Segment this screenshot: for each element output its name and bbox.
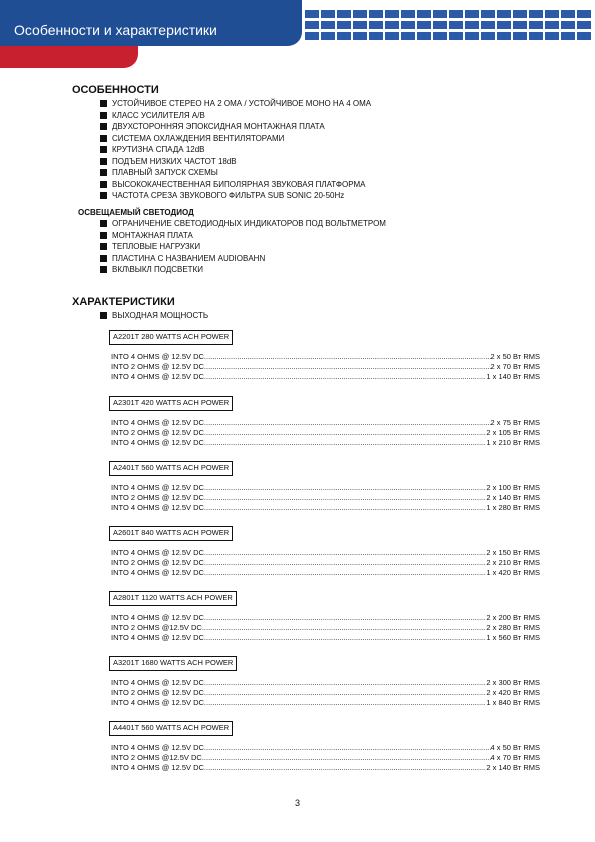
grid-square — [353, 10, 367, 18]
grid-square — [545, 10, 559, 18]
dot-leader — [204, 678, 486, 688]
header-decorative-grid — [305, 10, 595, 48]
grid-square — [385, 10, 399, 18]
spec-rows — [100, 548, 540, 578]
grid-square — [433, 21, 447, 29]
bullet-square-icon — [100, 169, 107, 176]
spec-row — [111, 753, 540, 763]
spec-row-label: INTO 2 OHMS @12.5V DC — [111, 623, 202, 632]
spec-row — [111, 743, 540, 753]
model-title-box: A4401T 560 WATTS ACH POWER — [109, 721, 233, 736]
spec-row-value: 1 x 280 Вт RMS — [486, 503, 540, 512]
grid-square — [561, 10, 575, 18]
list-item — [100, 230, 386, 242]
spec-row-label: INTO 4 OHMS @ 12.5V DC — [111, 352, 204, 361]
grid-square — [385, 32, 399, 40]
spec-rows — [100, 743, 540, 773]
grid-square — [481, 10, 495, 18]
grid-square — [529, 10, 543, 18]
grid-square — [433, 32, 447, 40]
grid-square — [449, 10, 463, 18]
model-block — [100, 652, 540, 708]
model-title-box: A2301T 420 WATTS ACH POWER — [109, 396, 233, 411]
spec-row-label: INTO 4 OHMS @ 12.5V DC — [111, 483, 204, 492]
spec-row-value: 1 x 140 Вт RMS — [486, 372, 540, 381]
spec-row-value: 2 x 50 Вт RMS — [490, 352, 540, 361]
spec-row-value: 2 x 150 Вт RMS — [486, 548, 540, 557]
spec-row — [111, 688, 540, 698]
grid-square — [465, 32, 479, 40]
dot-leader — [204, 633, 486, 643]
spec-row — [111, 613, 540, 623]
dot-leader — [204, 352, 491, 362]
spec-row-value: 2 x 300 Вт RMS — [486, 678, 540, 687]
dot-leader — [204, 483, 486, 493]
spec-row — [111, 568, 540, 578]
grid-square — [369, 21, 383, 29]
dot-leader — [204, 503, 486, 513]
spec-row-value: 4 x 70 Вт RMS — [490, 753, 540, 762]
spec-row-label: INTO 4 OHMS @ 12.5V DC — [111, 743, 204, 752]
grid-square — [561, 21, 575, 29]
spec-row-value: 1 x 210 Вт RMS — [486, 438, 540, 447]
list-item — [100, 156, 371, 168]
spec-row — [111, 503, 540, 513]
bullet-square-icon — [100, 181, 107, 188]
spec-row-label: INTO 4 OHMS @ 12.5V DC — [111, 678, 204, 687]
grid-square — [481, 21, 495, 29]
grid-square — [305, 21, 319, 29]
list-item-text: МОНТАЖНАЯ ПЛАТА — [112, 230, 193, 240]
grid-square — [497, 21, 511, 29]
spec-row-label: INTO 4 OHMS @ 12.5V DC — [111, 372, 204, 381]
grid-square — [417, 10, 431, 18]
spec-row — [111, 418, 540, 428]
list-item — [100, 241, 386, 253]
bullet-square-icon — [100, 146, 107, 153]
grid-square — [481, 32, 495, 40]
spec-row — [111, 633, 540, 643]
spec-row-label: INTO 4 OHMS @ 12.5V DC — [111, 633, 204, 642]
spec-row-label: INTO 2 OHMS @ 12.5V DC — [111, 428, 204, 437]
grid-square — [305, 10, 319, 18]
list-item — [100, 218, 386, 230]
model-block — [100, 522, 540, 578]
grid-square — [321, 10, 335, 18]
list-item — [100, 110, 371, 122]
spec-row-value: 4 x 50 Вт RMS — [490, 743, 540, 752]
spec-row — [111, 548, 540, 558]
grid-square — [337, 32, 351, 40]
spec-row-value: 1 x 560 Вт RMS — [486, 633, 540, 642]
spec-row — [111, 678, 540, 688]
spec-rows — [100, 483, 540, 513]
spec-row — [111, 372, 540, 382]
spec-row — [111, 438, 540, 448]
spec-row-value: 1 x 420 Вт RMS — [486, 568, 540, 577]
list-item-text: ОГРАНИЧЕНИЕ СВЕТОДИОДНЫХ ИНДИКАТОРОВ ПОД ВОЛЬТМЕТРОМ — [112, 219, 386, 228]
header-accent-stripe — [0, 46, 138, 68]
grid-square — [513, 21, 527, 29]
spec-row-value: 2 x 100 Вт RMS — [486, 483, 540, 492]
list-item — [100, 98, 371, 110]
spec-row — [111, 483, 540, 493]
grid-square — [369, 10, 383, 18]
spec-row — [111, 493, 540, 503]
grid-square — [337, 10, 351, 18]
dot-leader — [204, 558, 486, 568]
list-item-text: ВЫСОКОКАЧЕСТВЕННАЯ БИПОЛЯРНАЯ ЗВУКОВАЯ ПЛАТФОРМА — [112, 179, 366, 189]
bullet-square-icon — [100, 100, 107, 107]
grid-square — [529, 32, 543, 40]
dot-leader — [204, 362, 491, 372]
dot-leader — [202, 623, 487, 633]
model-title-box: A3201T 1680 WATTS ACH POWER — [109, 656, 237, 671]
list-item-text: ЧАСТОТА СРЕЗА ЗВУКОВОГО ФИЛЬТРА SUB SONIC 20-50Hz — [112, 191, 345, 200]
bullet-square-icon — [100, 255, 107, 262]
features-heading: ОСОБЕННОСТИ — [72, 84, 159, 96]
grid-square — [577, 32, 591, 40]
bullet-square-icon — [100, 123, 107, 130]
spec-rows — [100, 613, 540, 643]
spec-row-value: 2 x 105 Вт RMS — [486, 428, 540, 437]
list-item-text: ПОДЪЕМ НИЗКИХ ЧАСТОТ 18dB — [112, 156, 237, 166]
grid-square — [497, 32, 511, 40]
model-block — [100, 717, 540, 773]
specs-heading: ХАРАКТЕРИСТИКИ — [72, 296, 175, 308]
model-title-box: A2601T 840 WATTS ACH POWER — [109, 526, 233, 541]
dot-leader — [204, 428, 486, 438]
grid-square — [353, 21, 367, 29]
spec-row-label: INTO 4 OHMS @ 12.5V DC — [111, 698, 204, 707]
page-title: Особенности и характеристики — [14, 22, 217, 38]
spec-row-label: INTO 4 OHMS @ 12.5V DC — [111, 613, 204, 622]
output-power-label: ВЫХОДНАЯ МОЩНОСТЬ — [112, 311, 209, 320]
grid-square — [497, 10, 511, 18]
spec-row-label: INTO 2 OHMS @ 12.5V DC — [111, 362, 204, 371]
grid-square — [545, 32, 559, 40]
grid-square — [321, 21, 335, 29]
model-title-box: A2201T 280 WATTS ACH POWER — [109, 330, 233, 345]
spec-row — [111, 698, 540, 708]
spec-row-value: 2 x 280 Вт RMS — [486, 623, 540, 632]
led-heading: ОСВЕЩАЕМЫЙ СВЕТОДИОД — [78, 208, 194, 217]
dot-leader — [204, 372, 486, 382]
spec-row — [111, 558, 540, 568]
spec-row — [111, 623, 540, 633]
spec-row-value: 2 x 200 Вт RMS — [486, 613, 540, 622]
grid-square — [513, 32, 527, 40]
spec-row-label: INTO 4 OHMS @ 12.5V DC — [111, 503, 204, 512]
model-block — [100, 326, 540, 382]
spec-row-label: INTO 2 OHMS @12.5V DC — [111, 753, 202, 762]
grid-square — [305, 32, 319, 40]
list-item-text: ТЕПЛОВЫЕ НАГРУЗКИ — [112, 242, 201, 251]
grid-square — [577, 10, 591, 18]
grid-square — [449, 21, 463, 29]
spec-rows — [100, 352, 540, 382]
list-item — [100, 121, 371, 133]
spec-row-label: INTO 4 OHMS @ 12.5V DC — [111, 418, 204, 427]
spec-row-label: INTO 2 OHMS @ 12.5V DC — [111, 558, 204, 567]
list-item-text: СИСТЕМА ОХЛАЖДЕНИЯ ВЕНТИЛЯТОРАМИ — [112, 133, 285, 143]
list-item-text: ДВУХСТОРОННЯЯ ЭПОКСИДНАЯ МОНТАЖНАЯ ПЛАТА — [112, 122, 325, 131]
list-item-text: КЛАСС УСИЛИТЕЛЯ А/В — [112, 110, 205, 120]
list-item-text: ПЛАВНЫЙ ЗАПУСК СХЕМЫ — [112, 168, 218, 177]
bullet-square-icon — [100, 232, 107, 239]
grid-square — [465, 21, 479, 29]
spec-row-value: 1 x 840 Вт RMS — [486, 698, 540, 707]
dot-leader — [204, 568, 486, 578]
list-item — [100, 190, 371, 202]
list-item — [100, 179, 371, 191]
spec-row-value: 2 x 140 Вт RMS — [486, 493, 540, 502]
led-list — [100, 218, 386, 276]
grid-square — [369, 32, 383, 40]
list-item — [100, 253, 386, 265]
grid-square — [449, 32, 463, 40]
grid-square — [545, 21, 559, 29]
spec-row — [111, 428, 540, 438]
spec-row-label: INTO 2 OHMS @ 12.5V DC — [111, 688, 204, 697]
spec-row-value: 2 x 75 Вт RMS — [490, 418, 540, 427]
grid-square — [417, 21, 431, 29]
dot-leader — [204, 438, 486, 448]
list-item — [100, 144, 371, 156]
bullet-square-icon — [100, 158, 107, 165]
list-item-text: ПЛАСТИНА С НАЗВАНИЕМ AUDIOBAHN — [112, 253, 266, 263]
bullet-square-icon — [100, 192, 107, 199]
bullet-square-icon — [100, 112, 107, 119]
spec-row-value: 2 x 70 Вт RMS — [490, 362, 540, 371]
grid-square — [465, 10, 479, 18]
spec-row-label: INTO 4 OHMS @ 12.5V DC — [111, 568, 204, 577]
bullet-square-icon — [100, 135, 107, 142]
spec-row-label: INTO 4 OHMS @ 12.5V DC — [111, 548, 204, 557]
dot-leader — [204, 548, 486, 558]
bullet-square-icon — [100, 266, 107, 273]
model-block — [100, 392, 540, 448]
dot-leader — [202, 753, 491, 763]
output-list — [100, 310, 208, 322]
dot-leader — [204, 493, 486, 503]
bullet-square-icon — [100, 243, 107, 250]
page-header — [0, 0, 595, 50]
grid-square — [417, 32, 431, 40]
page-number: 3 — [294, 798, 300, 808]
model-block — [100, 457, 540, 513]
spec-row — [111, 362, 540, 372]
bullet-square-icon — [100, 220, 107, 227]
spec-rows — [100, 418, 540, 448]
dot-leader — [204, 763, 486, 773]
grid-square — [353, 32, 367, 40]
grid-square — [561, 32, 575, 40]
dot-leader — [204, 688, 486, 698]
spec-row — [111, 763, 540, 773]
list-item — [100, 310, 208, 322]
grid-square — [385, 21, 399, 29]
grid-square — [577, 21, 591, 29]
grid-square — [433, 10, 447, 18]
model-title-box: A2401T 560 WATTS ACH POWER — [109, 461, 233, 476]
grid-square — [401, 21, 415, 29]
dot-leader — [204, 743, 491, 753]
list-item — [100, 264, 386, 276]
header-title-panel — [0, 0, 302, 46]
grid-square — [401, 32, 415, 40]
model-block — [100, 587, 540, 643]
grid-square — [337, 21, 351, 29]
grid-square — [401, 10, 415, 18]
list-item-text: ВКЛ\ВЫКЛ ПОДСВЕТКИ — [112, 265, 203, 274]
grid-square — [321, 32, 335, 40]
spec-row-label: INTO 4 OHMS @ 12.5V DC — [111, 763, 204, 772]
dot-leader — [204, 613, 486, 623]
grid-square — [513, 10, 527, 18]
dot-leader — [204, 418, 491, 428]
list-item — [100, 133, 371, 145]
list-item-text: УСТОЙЧИВОЕ СТЕРЕО НА 2 ОМА / УСТОЙЧИВОЕ МОНО НА 4 ОМА — [112, 99, 372, 108]
spec-row-value: 2 x 140 Вт RMS — [486, 763, 540, 772]
list-item — [100, 167, 371, 179]
spec-row-label: INTO 2 OHMS @ 12.5V DC — [111, 493, 204, 502]
dot-leader — [204, 698, 486, 708]
spec-rows — [100, 678, 540, 708]
spec-row-value: 2 x 210 Вт RMS — [486, 558, 540, 567]
grid-square — [529, 21, 543, 29]
bullet-square-icon — [100, 312, 107, 319]
spec-row-value: 2 x 420 Вт RMS — [486, 688, 540, 697]
spec-row-label: INTO 4 OHMS @ 12.5V DC — [111, 438, 204, 447]
features-list — [100, 98, 371, 202]
model-title-box: A2801T 1120 WATTS ACH POWER — [109, 591, 237, 606]
spec-row — [111, 352, 540, 362]
list-item-text: КРУТИЗНА СПАДА 12dB — [112, 145, 205, 154]
